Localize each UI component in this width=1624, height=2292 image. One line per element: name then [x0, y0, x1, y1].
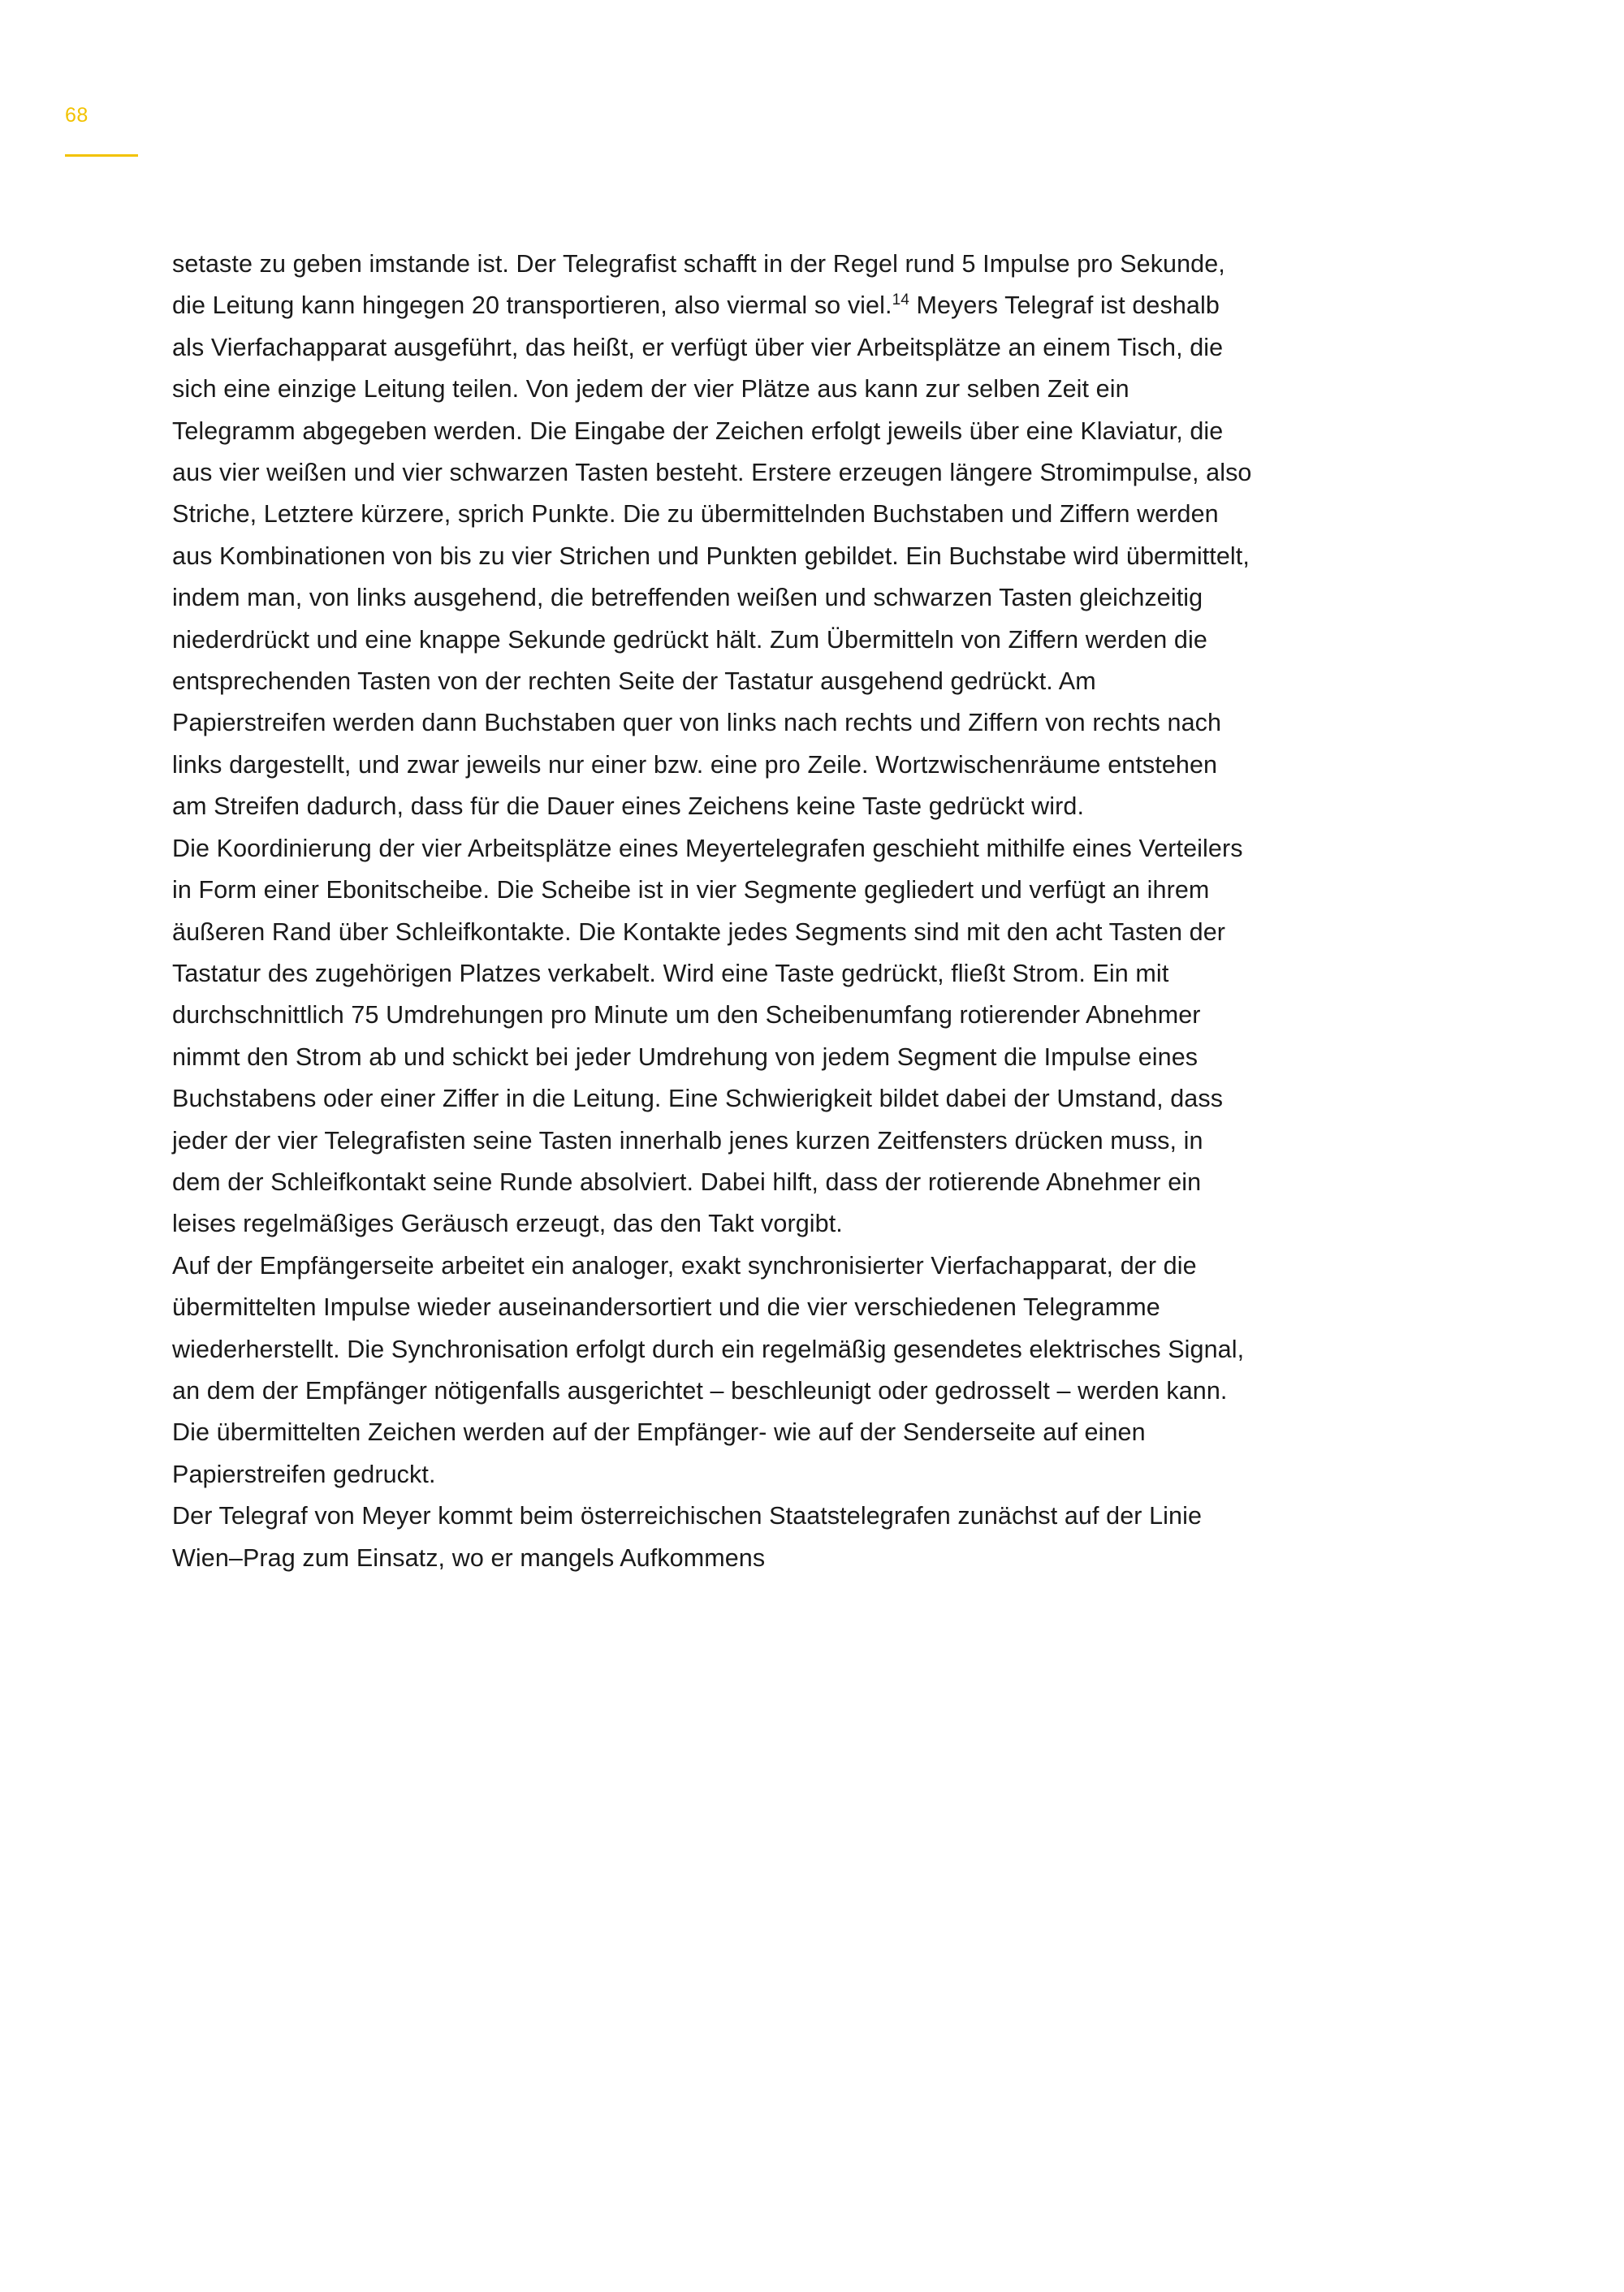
- paragraph-1: [172, 244, 1252, 828]
- page-number: 68: [65, 104, 89, 127]
- page-header-rule: [65, 154, 138, 157]
- paragraph-4: Der Telegraf von Meyer kommt beim österreichischen Staatstelegrafen zunächst auf der Linie Wien–Prag zum Einsatz, wo er mangels Aufkommens: [172, 1502, 1203, 1572]
- paragraph-1-pre-footnote: setaste zu geben imstande ist. Der Telegrafist schafft in der Regel rund 5 Impulse pro Sekunde, die Leitung kann hingegen 20 transportieren, also viermal so viel.: [172, 250, 1225, 320]
- body-text-block: [172, 244, 1252, 1579]
- footnote-marker: 14: [892, 291, 909, 309]
- paragraph-2: Die Koordinierung der vier Arbeitsplätze eines Meyertelegrafen geschieht mithilfe eines Verteilers in Form einer Ebonitscheibe. Die Scheibe ist in vier Segmente gegliedert und verfügt an ihrem äußeren Rand über Schleifkontakte. Die Kontakte jedes Segments sind mit den acht Tasten der Tastatur des zugehörigen Platzes verkabelt. Wird eine Taste gedrückt, fließt Strom. Ein mit durchschnittlich 75 Umdrehungen pro Minute um den Scheibenumfang rotierender Abnehmer nimmt den Strom ab und schickt bei jeder Umdrehung von jedem Segment die Impulse eines Buchstabens oder einer Ziffer in die Leitung. Eine Schwierigkeit bildet dabei der Umstand, dass jeder der vier Telegrafisten seine Tasten innerhalb jenes kurzen Zeitfensters drücken muss, in dem der Schleifkontakt seine Runde absolviert. Dabei hilft, dass der rotierende Abnehmer ein leises regelmäßiges Geräusch erzeugt, das den Takt vorgibt.: [172, 834, 1243, 1238]
- paragraph-3: Auf der Empfängerseite arbeitet ein analoger, exakt synchronisierter Vierfachapparat, der die übermittelten Impulse wieder auseinandersortiert und die vier verschiedenen Telegramme wiederherstellt. Die Synchronisation erfolgt durch ein regelmäßig gesendetes elektrisches Signal, an dem der Empfänger nötigenfalls ausgerichtet – beschleunigt oder gedrosselt – werden kann. Die übermittelten Zeichen werden auf der Empfänger- wie auf der Senderseite auf einen Papierstreifen gedruckt.: [172, 1251, 1245, 1488]
- paragraph-1-post-footnote: Meyers Telegraf ist deshalb als Vierfachapparat ausgeführt, das heißt, er verfügt über vier Arbeitsplätze an einem Tisch, die sich eine einzige Leitung teilen. Von jedem der vier Plätze aus kann zur selben Zeit ein Telegramm abgegeben werden. Die Eingabe der Zeichen erfolgt jeweils über eine Klaviatur, die aus vier weißen und vier schwarzen Tasten besteht. Erstere erzeugen längere Stromimpulse, also Striche, Letztere kürzere, sprich Punkte. Die zu übermittelnden Buchstaben und Ziffern werden aus Kombinationen von bis zu vier Strichen und Punkten gebildet. Ein Buchstabe wird übermittelt, indem man, von links ausgehend, die betreffenden weißen und schwarzen Tasten gleichzeitig niederdrückt und eine knappe Sekunde gedrückt hält. Zum Übermitteln von Ziffern werden die entsprechenden Tasten von der rechten Seite der Tastatur ausgehend gedrückt. Am Papierstreifen werden dann Buchstaben quer von links nach rechts und Ziffern von rechts nach links dargestellt, und zwar jeweils nur einer bzw. eine pro Zeile. Wortzwischenräume entstehen am Streifen dadurch, dass für die Dauer eines Zeichens keine Taste gedrückt wird.: [172, 291, 1252, 821]
